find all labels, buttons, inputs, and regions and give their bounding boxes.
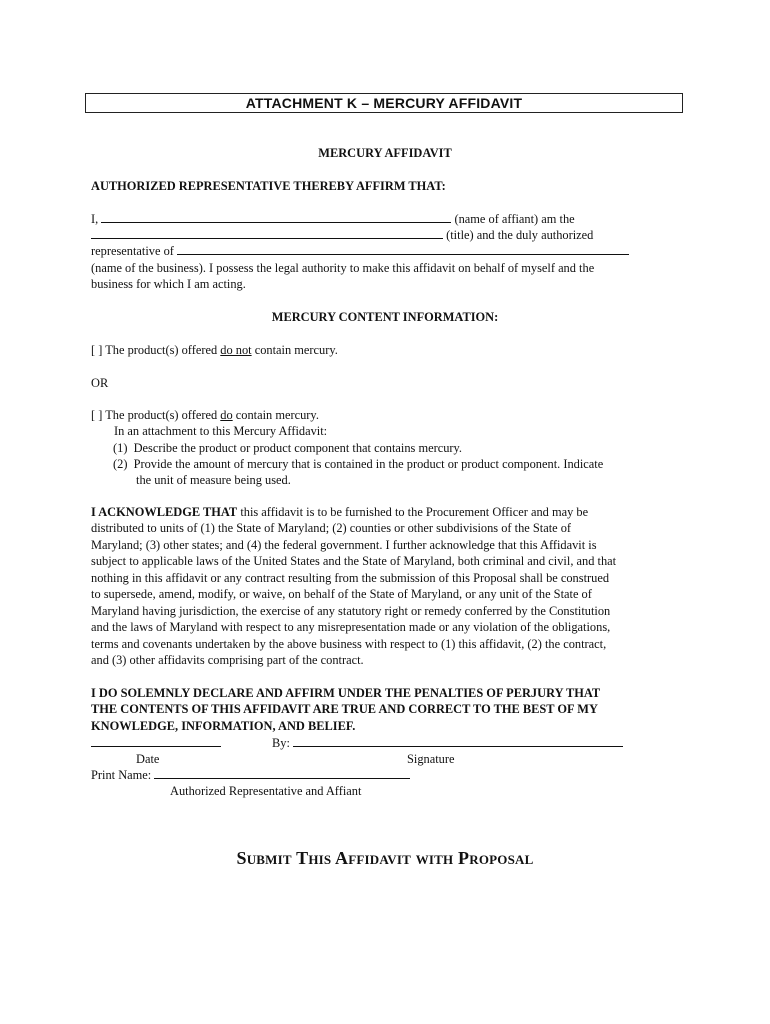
ack-text-1: this affidavit is to be furnished to the Procurement Officer and may be (240, 505, 589, 519)
affiant-name-blank[interactable] (101, 211, 451, 223)
option2-post: contain mercury. (235, 408, 319, 422)
i-label: I, (91, 212, 99, 226)
business-line-2: business for which I am acting. (91, 277, 246, 291)
date-label: Date (136, 752, 160, 766)
signature-blank[interactable] (293, 735, 623, 747)
or-separator: OR (91, 376, 109, 390)
option1-pre: The product(s) offered (105, 343, 218, 357)
item1-text: Describe the product or product component that contains mercury. (133, 441, 463, 455)
ack-line-3: Maryland; (3) other states; and (4) the federal government. I further acknowledge that this Affidavit is (91, 538, 597, 552)
declare-line-2: THE CONTENTS OF THIS AFFIDAVIT ARE TRUE AND CORRECT TO THE BEST OF MY (91, 702, 598, 716)
option1-checkbox[interactable]: [ ] (91, 343, 103, 357)
ack-line-5: nothing in this affidavit or any contract resulting from the submission of this Proposal shall be construed (91, 571, 610, 585)
declare-line-1: I DO SOLEMNLY DECLARE AND AFFIRM UNDER THE PENALTIES OF PERJURY THAT (91, 686, 601, 700)
ack-line-7: Maryland having jurisdiction, the exercise of any statutory right or remedy conferred by the Constitution (91, 604, 611, 618)
title-line (91, 227, 593, 243)
submit-instruction: Submit This Affidavit with Proposal (236, 848, 534, 868)
item1-number: (1) (113, 441, 128, 455)
option-no-mercury (91, 342, 338, 358)
ack-line-10: and (3) other affidavits comprising part of the contract. (91, 653, 364, 667)
option2-emphasis: do (220, 408, 233, 422)
instruction-item-1 (113, 440, 462, 456)
option1-post: contain mercury. (254, 343, 338, 357)
date-blank[interactable] (91, 735, 221, 747)
print-name-blank[interactable] (154, 767, 410, 779)
title-suffix: (title) and the duly authorized (446, 228, 594, 242)
item2-text-continued: the unit of measure being used. (136, 473, 291, 487)
option1-emphasis: do not (220, 343, 252, 357)
instruction-item-2 (113, 456, 603, 472)
affidavit-heading: MERCURY AFFIDAVIT (318, 146, 452, 160)
ack-line-1 (91, 504, 588, 520)
ack-line-6: to supersede, amend, modify, or waive, on behalf of the State of Maryland, or any unit of the State of (91, 587, 592, 601)
option-contains-mercury (91, 407, 319, 423)
attachment-instruction: In an attachment to this Mercury Affidavit: (114, 424, 328, 438)
affirm-heading: AUTHORIZED REPRESENTATIVE THEREBY AFFIRM THAT: (91, 179, 446, 193)
ack-lead: I ACKNOWLEDGE THAT (91, 505, 238, 519)
affiant-suffix: (name of affiant) am the (454, 212, 575, 226)
ack-line-4: subject to applicable laws of the United States and the State of Maryland, both criminal and civil, and that (91, 554, 617, 568)
representative-line (91, 243, 629, 259)
declare-line-3: KNOWLEDGE, INFORMATION, AND BELIEF. (91, 719, 356, 733)
affiant-line (91, 211, 575, 227)
ack-line-9: terms and covenants undertaken by the above business with respect to (1) this affidavit, (2) the contract, (91, 637, 607, 651)
business-name-blank[interactable] (177, 243, 629, 255)
auth-rep-label: Authorized Representative and Affiant (170, 784, 362, 798)
attachment-title: ATTACHMENT K – MERCURY AFFIDAVIT (85, 93, 683, 113)
print-name-label: Print Name: (91, 768, 152, 782)
title-blank[interactable] (91, 227, 443, 239)
option2-checkbox[interactable]: [ ] (91, 408, 103, 422)
item2-text: Provide the amount of mercury that is contained in the product or product component. Indicate (133, 457, 604, 471)
content-heading: MERCURY CONTENT INFORMATION: (271, 310, 499, 324)
signature-label: Signature (407, 752, 455, 766)
option2-pre: The product(s) offered (105, 408, 218, 422)
representative-label: representative of (91, 244, 174, 258)
ack-line-8: and the laws of Maryland with respect to any misrepresentation made or any violation of the obligations, (91, 620, 611, 634)
date-signature-line (91, 735, 221, 751)
by-line (272, 735, 623, 751)
print-name-line (91, 767, 410, 783)
ack-line-2: distributed to units of (1) the State of Maryland; (2) counties or other subdivisions of the State of (91, 521, 572, 535)
business-line-1: (name of the business). I possess the legal authority to make this affidavit on behalf of myself and the (91, 261, 595, 275)
item2-number: (2) (113, 457, 128, 471)
by-label: By: (272, 736, 290, 750)
